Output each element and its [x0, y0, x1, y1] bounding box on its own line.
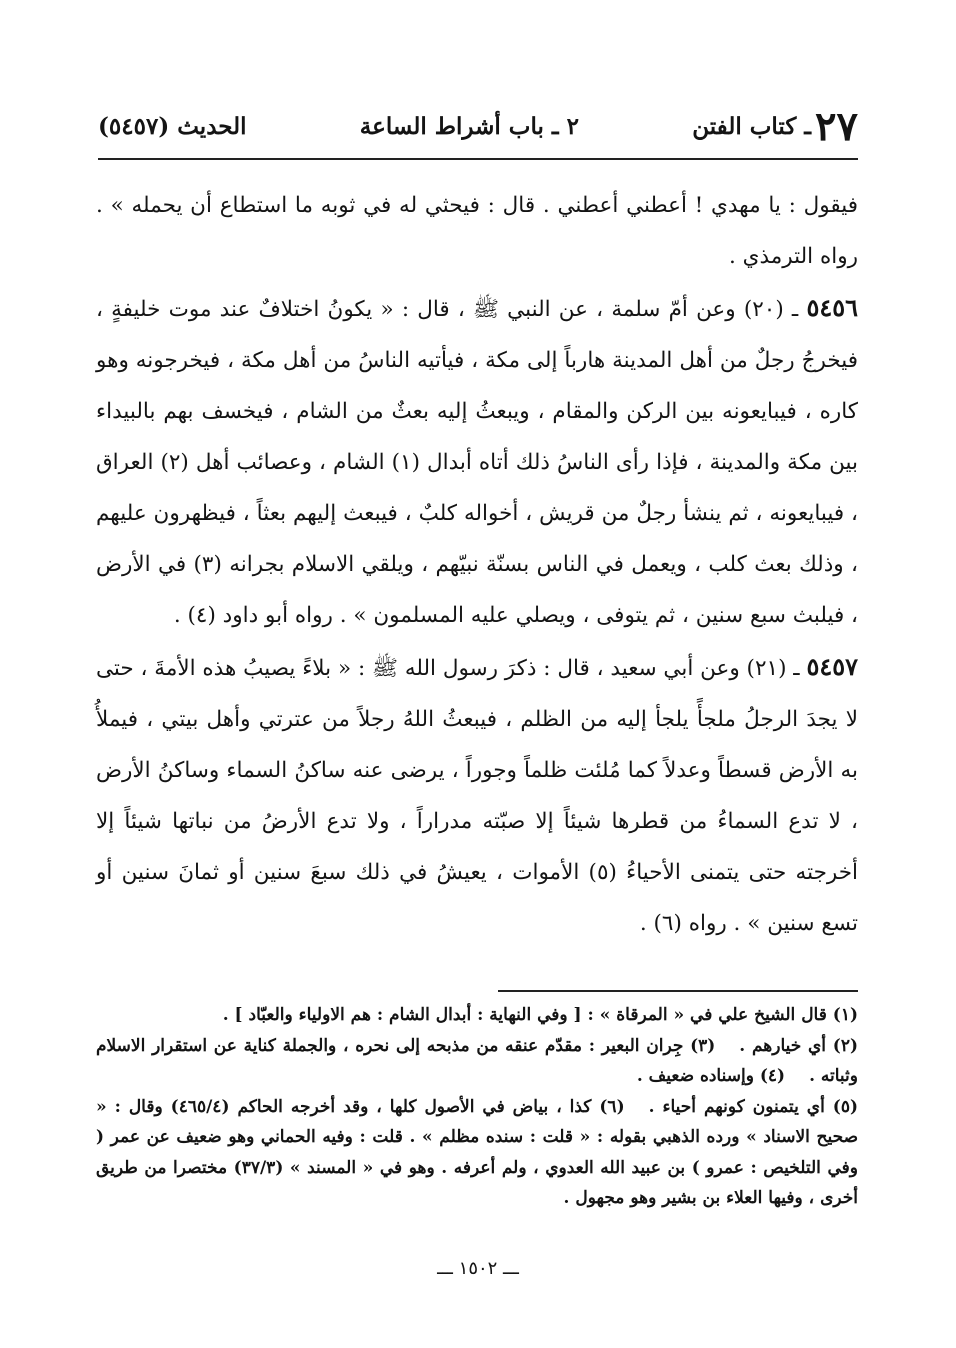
page-number: ـــ ١٥٠٢ ـــ: [437, 1258, 519, 1279]
footnote-5: (٥) أي يتمنون كونهم أحياء .: [648, 1096, 858, 1117]
header-rule: [98, 158, 858, 160]
page-header: [98, 104, 858, 148]
main-text: [96, 180, 858, 949]
footnotes: [96, 1000, 858, 1214]
footnote-1: (١) قال الشيخ علي في « المرقاة » : [ وفي النهاية : أبدال الشام : هم الاولياء والعبّاد ] .: [222, 1005, 858, 1025]
hadith-5457: [96, 641, 858, 949]
chapter-heading: [692, 103, 858, 150]
continuation-paragraph: فيقول : يا مهدي ! أعطني أعطني . قال : فيحثي له في ثوبه ما استطاع أن يحمله » . رواه الترمذي .: [96, 193, 858, 269]
footnote-3: (٣) جِران البعير : مقدّم عنقه من مذبحه إلى نحره ، والجملة كناية عن استقرار الاسلام وثباته .: [96, 1035, 858, 1086]
hadith-reference: الحديث (٥٤٥٧): [98, 112, 247, 140]
hadith-5456: [96, 282, 858, 641]
footnote-row: [96, 1092, 858, 1214]
hadith-number: ٥٤٥٦: [806, 293, 858, 322]
hadith-text: ـ (٢١) وعن أبي سعيد ، قال : ذكرَ رسول الله ﷺ : « بلاءً يصيبُ هذه الأمةَ ، حتى لا يجدَ الرجلُ ملجأً يلجأ إليه من الظلم ، فيبعثُ اللهُ رجلاً من عترتي وأهل بيتي ، فيملأُ به الأرض قسطاً وعدلاً كما مُلئت ظلماً وجوراً ، يرضى عنه ساكنُ السماء وساكنُ الأرض ، لا تدع السماءُ من قطرها شيئاً إلا صبّته مدراراً ، ولا تدع الأرضُ من نباتها شيئاً إلا أخرجته حتى يتمنى الأحياءُ (٥) الأموات ، يعيشُ في ذلك سبعَ سنين أو ثمانَ سنين أو تسع سنين » . رواه (٦) .: [96, 656, 858, 936]
footnote-row: [96, 1031, 858, 1092]
book-title: ـ كتاب الفتن: [692, 112, 812, 140]
footnote-4: (٤) وإسناده ضعيف .: [636, 1066, 786, 1086]
footnote-rule: [498, 990, 858, 992]
footnote-2: (٢) أي خيارهم .: [739, 1035, 858, 1056]
hadith-number: ٥٤٥٧: [806, 652, 858, 681]
footnote-6: (٦) كذا ، بياض في الأصول كلها ، وقد أخرجه الحاكم (٤٦٥/٤) وقال : « صحيح الاسناد » ورده الذهبي بقوله : « قلت : سنده مظلم » . قلت : وفيه الحماني وهو ضعيف عن عمر ( وفي التلخيص : عمرو ) بن عبيد الله العدوي ، ولم أعرفه . وهو في « المسند » (٣٧/٣) مختصرا من طريق أخرى ، وفيها العلاء بن بشير وهو مجهول .: [96, 1096, 858, 1208]
chapter-number: ٢٧: [815, 102, 858, 150]
hadith-text: ـ (٢٠) وعن أمّ سلمة ، عن النبي ﷺ ، قال : « يكونُ اختلافٌ عند موت خليفةٍ ، فيخرجُ رجلٌ من أهل المدينة هارباً إلى مكة ، فيأتيه الناسُ من أهل مكة ، فيخرجونه وهو كاره ، فيبايعونه بين الركن والمقام ، ويبعثُ إليه بعثٌ من الشام ، فيخسف بهم بالبيداء بين مكة والمدينة ، فإذا رأى الناسُ ذلك أتاه أبدال (١) الشام ، وعصائب أهل (٢) العراق ، فيبايعونه ، ثم ينشأ رجلٌ من قريش ، أخواله كلبٌ ، فيبعث إليهم بعثاً ، فيظهرون عليهم ، وذلك بعث كلب ، ويعمل في الناس بسنّة نبيّهم ، ويلقي الاسلام بجرانه (٣) في الأرض ، فيلبث سبع سنين ، ثم يتوفى ، ويصلي عليه المسلمون » . رواه أبو داود (٤) .: [96, 297, 858, 628]
section-title: ٢ ـ باب أشراط الساعة: [359, 112, 579, 140]
